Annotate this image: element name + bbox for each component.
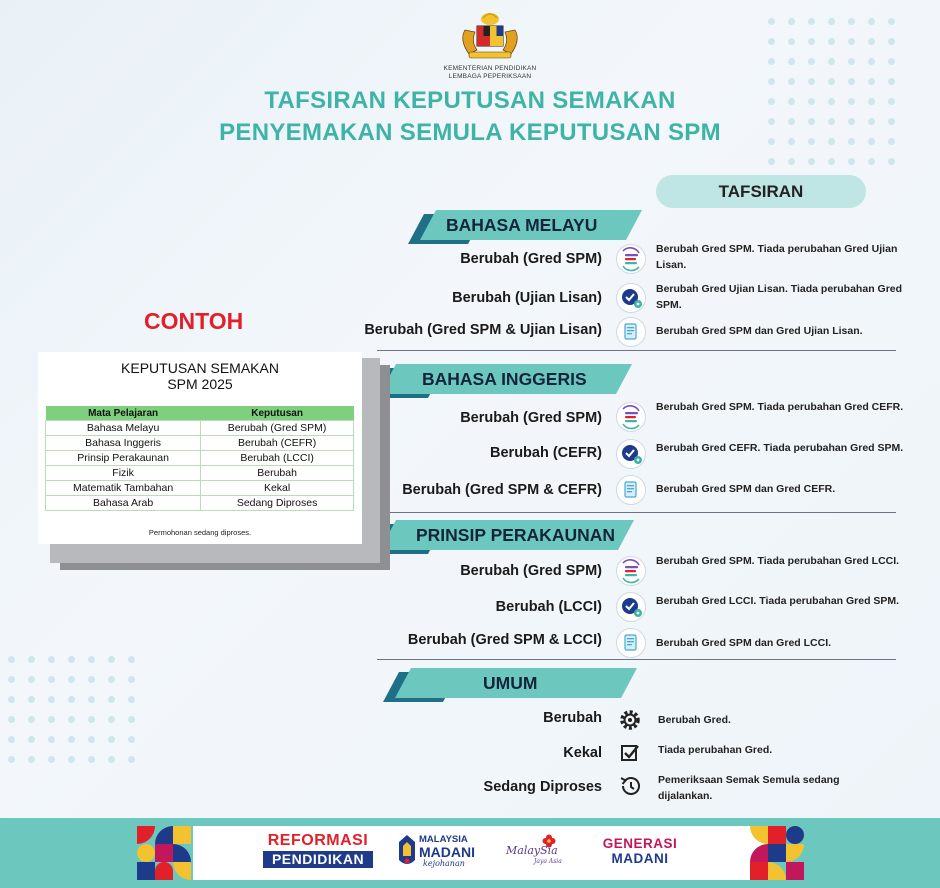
divider [377, 659, 896, 660]
page-title-line1: TAFSIRAN KEPUTUSAN SEMAKAN [264, 87, 676, 114]
logo-text: GENERASI [602, 836, 678, 851]
madani-emblem-icon [397, 834, 417, 868]
row-label: Berubah (Gred SPM) [460, 251, 602, 267]
dot [768, 38, 775, 45]
generasi-madani-logo [600, 836, 680, 870]
subject-cell: Fizik [46, 466, 201, 481]
dot [68, 756, 75, 763]
dot [768, 18, 775, 25]
grade-chart-icon [616, 402, 646, 432]
document-icon [616, 628, 646, 658]
logo-text: MALAYSIA [419, 834, 468, 845]
dot [8, 716, 15, 723]
result-cell: Sedang Diproses [201, 496, 354, 511]
logo-text: MADANI [419, 844, 475, 860]
agency-name-line2: LEMBAGA PEPERIKSAAN [448, 73, 532, 80]
dot [88, 656, 95, 663]
row-label: Berubah (Gred SPM & CEFR) [402, 482, 602, 498]
verified-gear-icon [616, 283, 646, 313]
dot [788, 18, 795, 25]
column-header: Keputusan [201, 406, 354, 421]
row-description: Berubah Gred Ujian Lisan. Tiada perubahan Gred SPM. [656, 283, 903, 311]
jata-negara-crest-icon [455, 10, 525, 62]
table-row [46, 496, 354, 511]
dot [768, 158, 775, 165]
dot [808, 38, 815, 45]
dot [128, 656, 135, 663]
dot [128, 736, 135, 743]
table-row [46, 481, 354, 496]
row-label: Berubah (Gred SPM) [460, 563, 602, 579]
dot [68, 676, 75, 683]
logo-text: Jaya Asia [534, 858, 562, 865]
dot [28, 736, 35, 743]
result-cell: Berubah [201, 466, 354, 481]
subject-cell: Bahasa Melayu [46, 421, 201, 436]
dot [48, 736, 55, 743]
dot [28, 676, 35, 683]
table-row [46, 451, 354, 466]
dot [808, 158, 815, 165]
section-title: BAHASA MELAYU [446, 215, 598, 235]
dot [8, 736, 15, 743]
row-description: Berubah Gred LCCI. Tiada perubahan Gred SPM. [656, 595, 900, 607]
dot [88, 696, 95, 703]
dot [888, 58, 895, 65]
row-label: Sedang Diproses [483, 779, 602, 795]
malaysia-sejahtera-logo [506, 834, 568, 870]
section-header-bahasa-melayu [416, 210, 636, 244]
divider [377, 512, 896, 513]
tafsiran-pill: TAFSIRAN [656, 175, 866, 208]
row-description: Berubah Gred SPM dan Gred LCCI. [656, 637, 832, 649]
dot [828, 38, 835, 45]
dot [848, 158, 855, 165]
example-result-card [38, 352, 362, 544]
dot [48, 716, 55, 723]
row-label: Berubah (CEFR) [490, 445, 602, 461]
row-description: Berubah Gred SPM. Tiada perubahan Gred LCCI. [656, 555, 900, 567]
section-header-umum [391, 668, 631, 702]
logo-text: MalaySia [506, 844, 558, 857]
row-description: Berubah Gred SPM dan Gred Ujian Lisan. [656, 325, 863, 337]
row-description: Berubah Gred SPM dan Gred CEFR. [656, 483, 836, 495]
section-title: PRINSIP PERAKAUNAN [416, 525, 616, 545]
history-icon [616, 772, 644, 800]
subject-cell: Bahasa Arab [46, 496, 201, 511]
dot [108, 716, 115, 723]
subject-cell: Bahasa Inggeris [46, 436, 201, 451]
dot [88, 676, 95, 683]
dot [788, 38, 795, 45]
dot [888, 158, 895, 165]
dot [848, 38, 855, 45]
row-label: Berubah [543, 710, 602, 726]
document-icon [616, 317, 646, 347]
logo-text: MADANI [611, 851, 669, 866]
row-label: Berubah (Gred SPM & Ujian Lisan) [364, 322, 602, 338]
dot [848, 18, 855, 25]
grade-chart-icon [616, 556, 646, 586]
logo-text: PENDIDIKAN [263, 851, 373, 868]
dot [28, 716, 35, 723]
dot [68, 736, 75, 743]
dot [88, 716, 95, 723]
dot [48, 676, 55, 683]
result-cell: Berubah (LCCI) [201, 451, 354, 466]
card-note: Permohonan sedang diproses. [148, 528, 252, 537]
result-table [45, 406, 354, 511]
dot [788, 158, 795, 165]
dot [88, 756, 95, 763]
column-header: Mata Pelajaran [46, 406, 201, 421]
dot [108, 656, 115, 663]
divider [377, 350, 896, 351]
table-row [46, 466, 354, 481]
dot [48, 656, 55, 663]
row-description: Pemeriksaan Semak Semula sedang dijalankan. [658, 774, 840, 802]
dot [788, 58, 795, 65]
verified-gear-icon [616, 439, 646, 469]
dot [128, 756, 135, 763]
dot [48, 756, 55, 763]
row-description: Berubah Gred CEFR. Tiada perubahan Gred SPM. [656, 442, 904, 454]
dot [868, 158, 875, 165]
agency-name-line1: KEMENTERIAN PENDIDIKAN [443, 65, 537, 72]
example-heading: CONTOH [144, 308, 244, 334]
row-label: Berubah (Gred SPM) [460, 410, 602, 426]
dot [88, 736, 95, 743]
dot [848, 58, 855, 65]
table-row [46, 421, 354, 436]
section-title: BAHASA INGGERIS [422, 369, 587, 389]
result-cell: Berubah (CEFR) [201, 436, 354, 451]
dot [128, 716, 135, 723]
logo-text: REFORMASI [267, 832, 369, 849]
verified-gear-icon [616, 592, 646, 622]
grade-chart-icon [616, 244, 646, 274]
dot [768, 58, 775, 65]
malaysia-madani-logo [397, 832, 481, 872]
dot [68, 656, 75, 663]
dot [28, 756, 35, 763]
card-title-line2: SPM 2025 [167, 376, 233, 392]
dot [808, 18, 815, 25]
reformasi-pendidikan-logo [263, 832, 373, 870]
table-row [46, 436, 354, 451]
dot [108, 676, 115, 683]
dot [128, 676, 135, 683]
dot [828, 58, 835, 65]
dot [888, 18, 895, 25]
dot [868, 18, 875, 25]
dot [808, 58, 815, 65]
pattern-blocks-left-icon [137, 826, 195, 880]
row-description: Berubah Gred. [658, 714, 731, 726]
row-label: Berubah (LCCI) [495, 599, 602, 615]
result-cell: Berubah (Gred SPM) [201, 421, 354, 436]
row-description: Berubah Gred SPM. Tiada perubahan Gred CEFR. [656, 401, 904, 413]
dot [8, 656, 15, 663]
dot [68, 696, 75, 703]
dot [868, 58, 875, 65]
row-label: Kekal [563, 745, 602, 761]
row-label: Berubah (Gred SPM & LCCI) [407, 632, 602, 648]
dot [108, 736, 115, 743]
row-label: Berubah (Ujian Lisan) [452, 290, 602, 306]
page-title-line2: PENYEMAKAN SEMULA KEPUTUSAN SPM [219, 119, 721, 146]
subject-cell: Prinsip Perakaunan [46, 451, 201, 466]
dot [888, 38, 895, 45]
dot [828, 18, 835, 25]
checkbox-icon [616, 739, 644, 767]
section-header-prinsip-perakaunan [376, 520, 628, 554]
document-icon [616, 475, 646, 505]
card-title [38, 360, 362, 392]
section-title: UMUM [483, 673, 538, 693]
dot [8, 676, 15, 683]
row-description: Tiada perubahan Gred. [658, 744, 773, 756]
dot [28, 696, 35, 703]
dot [28, 656, 35, 663]
result-cell: Kekal [201, 481, 354, 496]
dot [48, 696, 55, 703]
gear-icon [616, 706, 644, 734]
dot [828, 158, 835, 165]
dot [68, 716, 75, 723]
card-title-line1: KEPUTUSAN SEMAKAN [121, 360, 279, 376]
dot [868, 38, 875, 45]
dot [108, 756, 115, 763]
section-header-bahasa-inggeris [376, 364, 626, 398]
dot [8, 696, 15, 703]
row-description: Berubah Gred SPM. Tiada perubahan Gred Ujian Lisan. [656, 243, 898, 271]
subject-cell: Matematik Tambahan [46, 481, 201, 496]
dot [128, 696, 135, 703]
dot-pattern-bottom-left [8, 656, 135, 763]
dot [108, 696, 115, 703]
dot [8, 756, 15, 763]
logo-text: kejohanan [423, 859, 465, 868]
pattern-blocks-right-icon [750, 826, 808, 880]
